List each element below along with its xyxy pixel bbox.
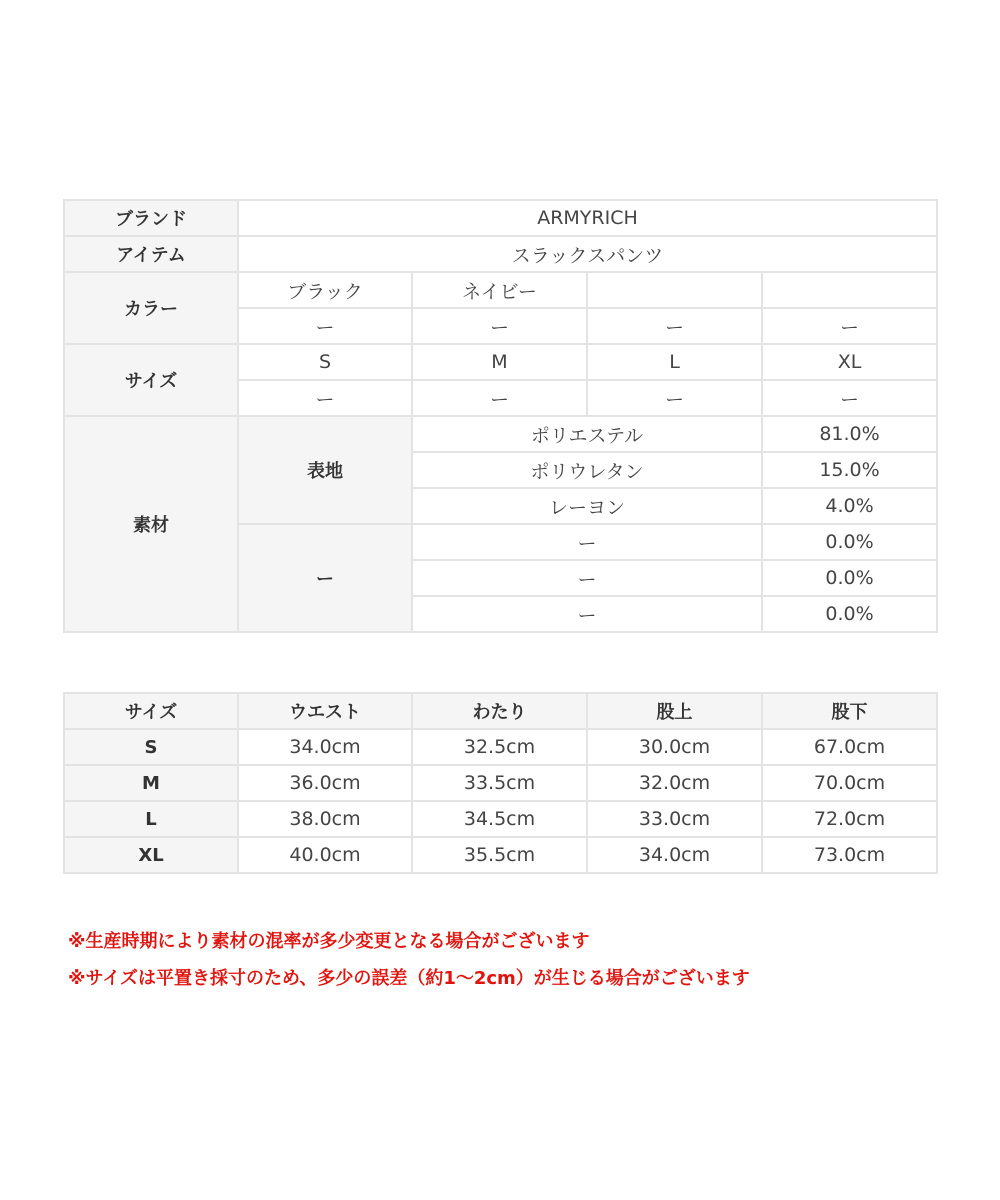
size-cell: ー [587, 380, 762, 416]
material-name: ポリエステル [412, 416, 762, 452]
thigh-value: 33.5cm [412, 765, 587, 801]
material-name: ー [412, 524, 762, 560]
material-percent: 0.0% [762, 560, 937, 596]
size-cell: ー [238, 380, 412, 416]
header-rise: 股上 [587, 693, 762, 729]
note-measurement-tolerance: ※サイズは平置き採寸のため、多少の誤差（約1〜2cm）が生じる場合がございます [68, 968, 750, 989]
waist-value: 38.0cm [238, 801, 412, 837]
header-inseam: 股下 [762, 693, 937, 729]
material-percent: 81.0% [762, 416, 937, 452]
brand-value: ARMYRICH [238, 200, 937, 236]
inseam-value: 70.0cm [762, 765, 937, 801]
size-chart-table [63, 692, 938, 874]
brand-label: ブランド [64, 200, 238, 236]
material-name: ー [412, 560, 762, 596]
rise-value: 33.0cm [587, 801, 762, 837]
inseam-value: 67.0cm [762, 729, 937, 765]
thigh-value: 34.5cm [412, 801, 587, 837]
header-thigh: わたり [412, 693, 587, 729]
material-row [64, 416, 937, 452]
inseam-value: 72.0cm [762, 801, 937, 837]
color-cell [762, 272, 937, 308]
size-name: M [64, 765, 238, 801]
size-row [64, 344, 937, 380]
material-percent: 0.0% [762, 524, 937, 560]
material-percent: 4.0% [762, 488, 937, 524]
thigh-value: 32.5cm [412, 729, 587, 765]
size-chart-row [64, 729, 937, 765]
material-label: 素材 [64, 416, 238, 632]
color-cell: ー [762, 308, 937, 344]
header-waist: ウエスト [238, 693, 412, 729]
color-cell: ー [587, 308, 762, 344]
waist-value: 34.0cm [238, 729, 412, 765]
size-label: サイズ [64, 344, 238, 416]
rise-value: 30.0cm [587, 729, 762, 765]
size-name: XL [64, 837, 238, 873]
size-cell: XL [762, 344, 937, 380]
item-value: スラックスパンツ [238, 236, 937, 272]
color-cell [587, 272, 762, 308]
inseam-value: 73.0cm [762, 837, 937, 873]
size-chart-row [64, 801, 937, 837]
size-name: S [64, 729, 238, 765]
color-cell: ネイビー [412, 272, 587, 308]
thigh-value: 35.5cm [412, 837, 587, 873]
size-chart-row [64, 765, 937, 801]
disclaimer-notes [68, 923, 750, 997]
size-cell: ー [412, 380, 587, 416]
size-chart-row [64, 837, 937, 873]
item-label: アイテム [64, 236, 238, 272]
color-label: カラー [64, 272, 238, 344]
waist-value: 36.0cm [238, 765, 412, 801]
size-cell: ー [762, 380, 937, 416]
material-group-name: 表地 [238, 416, 412, 524]
material-name: ポリウレタン [412, 452, 762, 488]
size-chart-header-row [64, 693, 937, 729]
brand-row [64, 200, 937, 236]
material-name: レーヨン [412, 488, 762, 524]
size-cell: M [412, 344, 587, 380]
material-percent: 15.0% [762, 452, 937, 488]
material-group-name: ー [238, 524, 412, 632]
size-cell: L [587, 344, 762, 380]
rise-value: 32.0cm [587, 765, 762, 801]
color-cell: ー [412, 308, 587, 344]
size-name: L [64, 801, 238, 837]
note-material-ratio: ※生産時期により素材の混率が多少変更となる場合がございます [68, 931, 590, 952]
material-name: ー [412, 596, 762, 632]
rise-value: 34.0cm [587, 837, 762, 873]
size-cell: S [238, 344, 412, 380]
color-cell: ー [238, 308, 412, 344]
waist-value: 40.0cm [238, 837, 412, 873]
item-row [64, 236, 937, 272]
color-row [64, 272, 937, 308]
material-percent: 0.0% [762, 596, 937, 632]
header-size: サイズ [64, 693, 238, 729]
product-spec-table [63, 199, 938, 633]
color-cell: ブラック [238, 272, 412, 308]
